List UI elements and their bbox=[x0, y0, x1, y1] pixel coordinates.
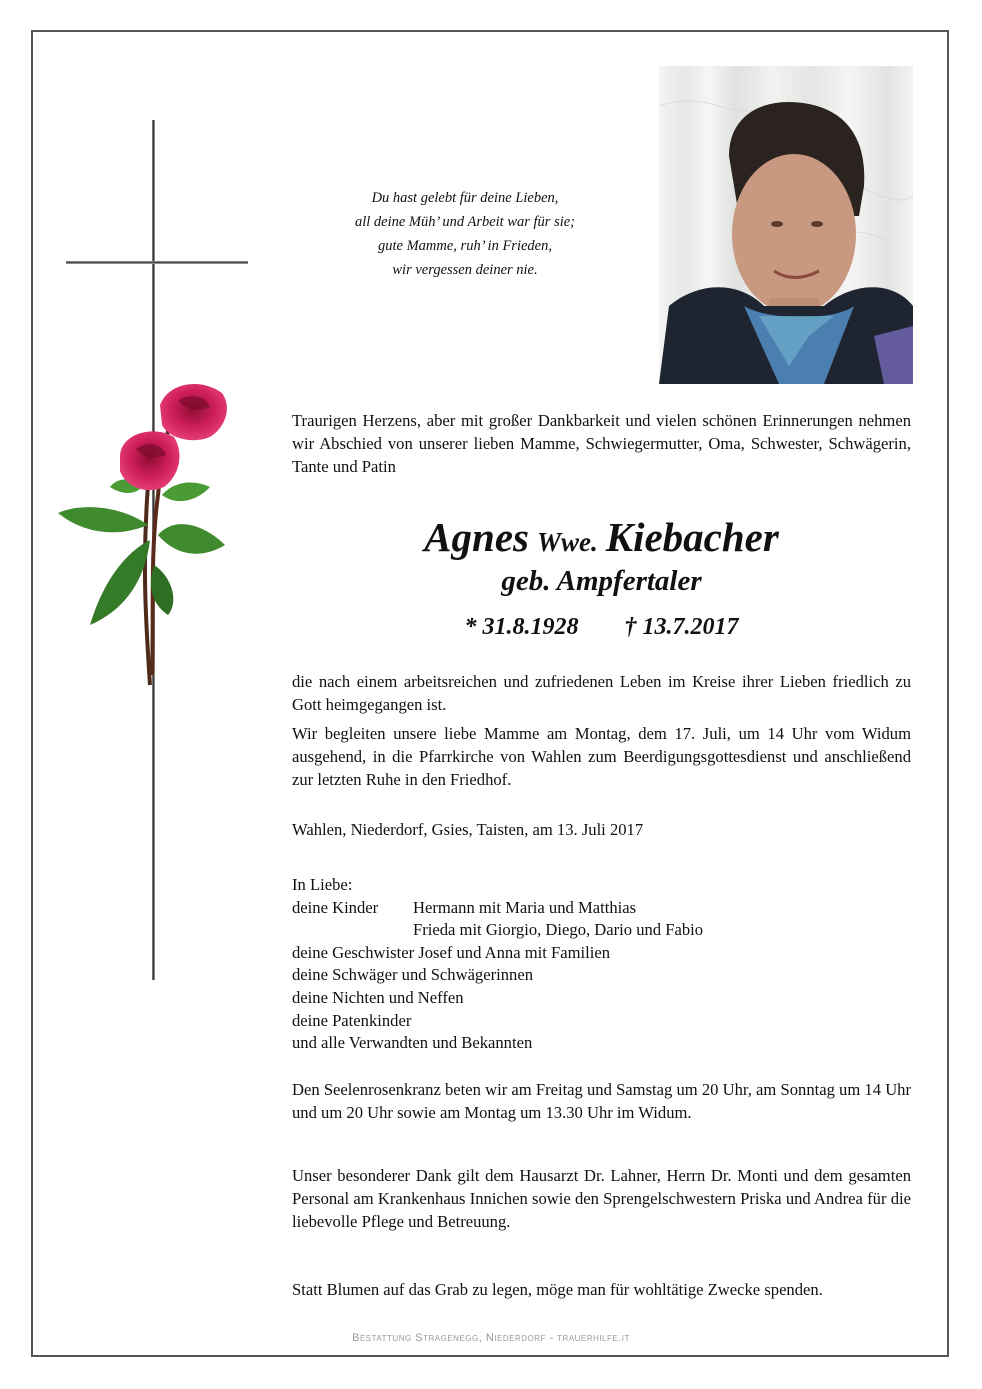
birth-name: geb. Ampfertaler bbox=[501, 565, 702, 597]
child-entry: Hermann mit Maria und Matthias bbox=[413, 897, 637, 917]
footer-text: Bestattung Stragenegg, Niederdorf - trauerhilfe.it bbox=[352, 1332, 630, 1344]
mourners-heading: In Liebe: bbox=[292, 875, 353, 894]
memorial-verse bbox=[300, 186, 630, 282]
last-name: Kiebacher bbox=[605, 514, 779, 560]
passing-paragraph: die nach einem arbeitsreichen und zufriedenen Leben im Kreise ihrer Lieben friedlich zu Gott heimgegangen ist. bbox=[292, 672, 911, 714]
rose-lower bbox=[120, 431, 179, 490]
mourner-entry: deine Schwäger und Schwägerinnen bbox=[292, 965, 533, 985]
verse-line: Du hast gelebt für deine Lieben, bbox=[371, 190, 559, 206]
mourner-entry: deine Nichten und Neffen bbox=[292, 987, 464, 1007]
verse-line: all deine Müh’ und Arbeit war für sie; bbox=[354, 214, 576, 230]
place-and-date: Wahlen, Niederdorf, Gsies, Taisten, am 13. Juli 2017 bbox=[292, 820, 644, 839]
widow-title: Wwe. bbox=[536, 527, 598, 557]
deceased-name bbox=[292, 512, 911, 567]
verse-line: wir vergessen deiner nie. bbox=[392, 262, 538, 278]
death-date: † 13.7.2017 bbox=[624, 614, 739, 640]
intro-paragraph: Traurigen Herzens, aber mit großer Dankbarkeit und vielen schönen Erinnerungen nehmen wir Abschied von unserer lieben Mamme, Schwiegermutter, Oma, Schwester, Schwägerin, Tante und Patin bbox=[292, 411, 911, 476]
birth-date: * 31.8.1928 bbox=[464, 614, 579, 640]
mourner-entry: deine Geschwister Josef und Anna mit Familien bbox=[292, 942, 610, 962]
rose-illustration bbox=[50, 375, 240, 705]
mourner-entry: und alle Verwandten und Bekannten bbox=[292, 1033, 533, 1053]
portrait-photo bbox=[659, 66, 913, 384]
mourner-entry: deine Patenkinder bbox=[292, 1010, 412, 1030]
life-dates bbox=[292, 610, 911, 644]
verse-line: gute Mamme, ruh’ in Frieden, bbox=[378, 238, 552, 254]
rosary-paragraph: Den Seelenrosenkranz beten wir am Freitag und Samstag um 20 Uhr, am Sonntag um 14 Uhr und um 20 Uhr sowie am Montag um 13.30 Uhr im Widum. bbox=[292, 1080, 911, 1122]
children-label: deine Kinder bbox=[292, 897, 379, 917]
funeral-paragraph: Wir begleiten unsere liebe Mamme am Montag, dem 17. Juli, um 14 Uhr vom Widum ausgehend, in die Pfarrkirche von Wahlen zum Beerdigungsgottesdienst und anschließend zur letzten Ruhe in den Friedhof. bbox=[292, 724, 911, 789]
funeral-home-footer bbox=[0, 1332, 982, 1344]
child-entry: Frieda mit Giorgio, Diego, Dario und Fabio bbox=[413, 920, 704, 940]
first-name: Agnes bbox=[424, 514, 529, 560]
rose-upper bbox=[160, 384, 227, 440]
cross-horizontal-beam bbox=[66, 261, 248, 264]
donation-note: Statt Blumen auf das Grab zu legen, möge man für wohltätige Zwecke spenden. bbox=[292, 1280, 823, 1299]
thanks-paragraph: Unser besonderer Dank gilt dem Hausarzt Dr. Lahner, Herrn Dr. Monti und dem gesamten Personal am Krankenhaus Innichen sowie den Sprengelschwestern Priska und Andrea für die liebevolle Pflege und Betreuung. bbox=[292, 1166, 911, 1231]
mourners-list bbox=[292, 874, 703, 1055]
